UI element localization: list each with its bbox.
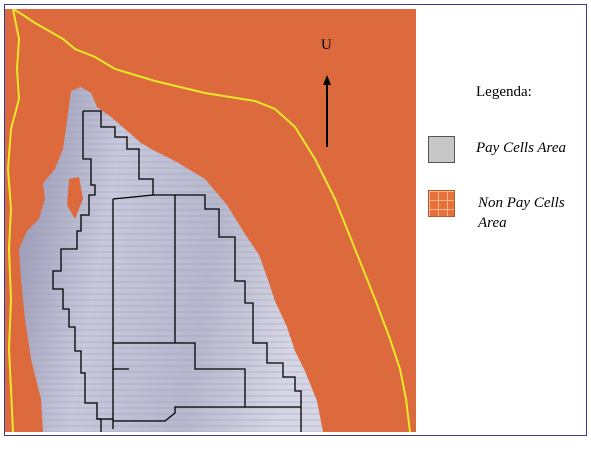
north-label: U: [321, 37, 332, 53]
legend-label-pay-cells: Pay Cells Area: [476, 140, 566, 156]
legend-swatch-pay-cells: [428, 136, 455, 163]
north-arrow-icon: [318, 75, 338, 175]
map-area: [5, 9, 416, 432]
map-canvas: [5, 9, 416, 432]
legend-title: Legenda:: [476, 84, 532, 100]
legend-label-non-pay-cells: Non Pay Cells Area: [478, 195, 565, 231]
legend-swatch-non-pay-cells: [428, 190, 455, 217]
